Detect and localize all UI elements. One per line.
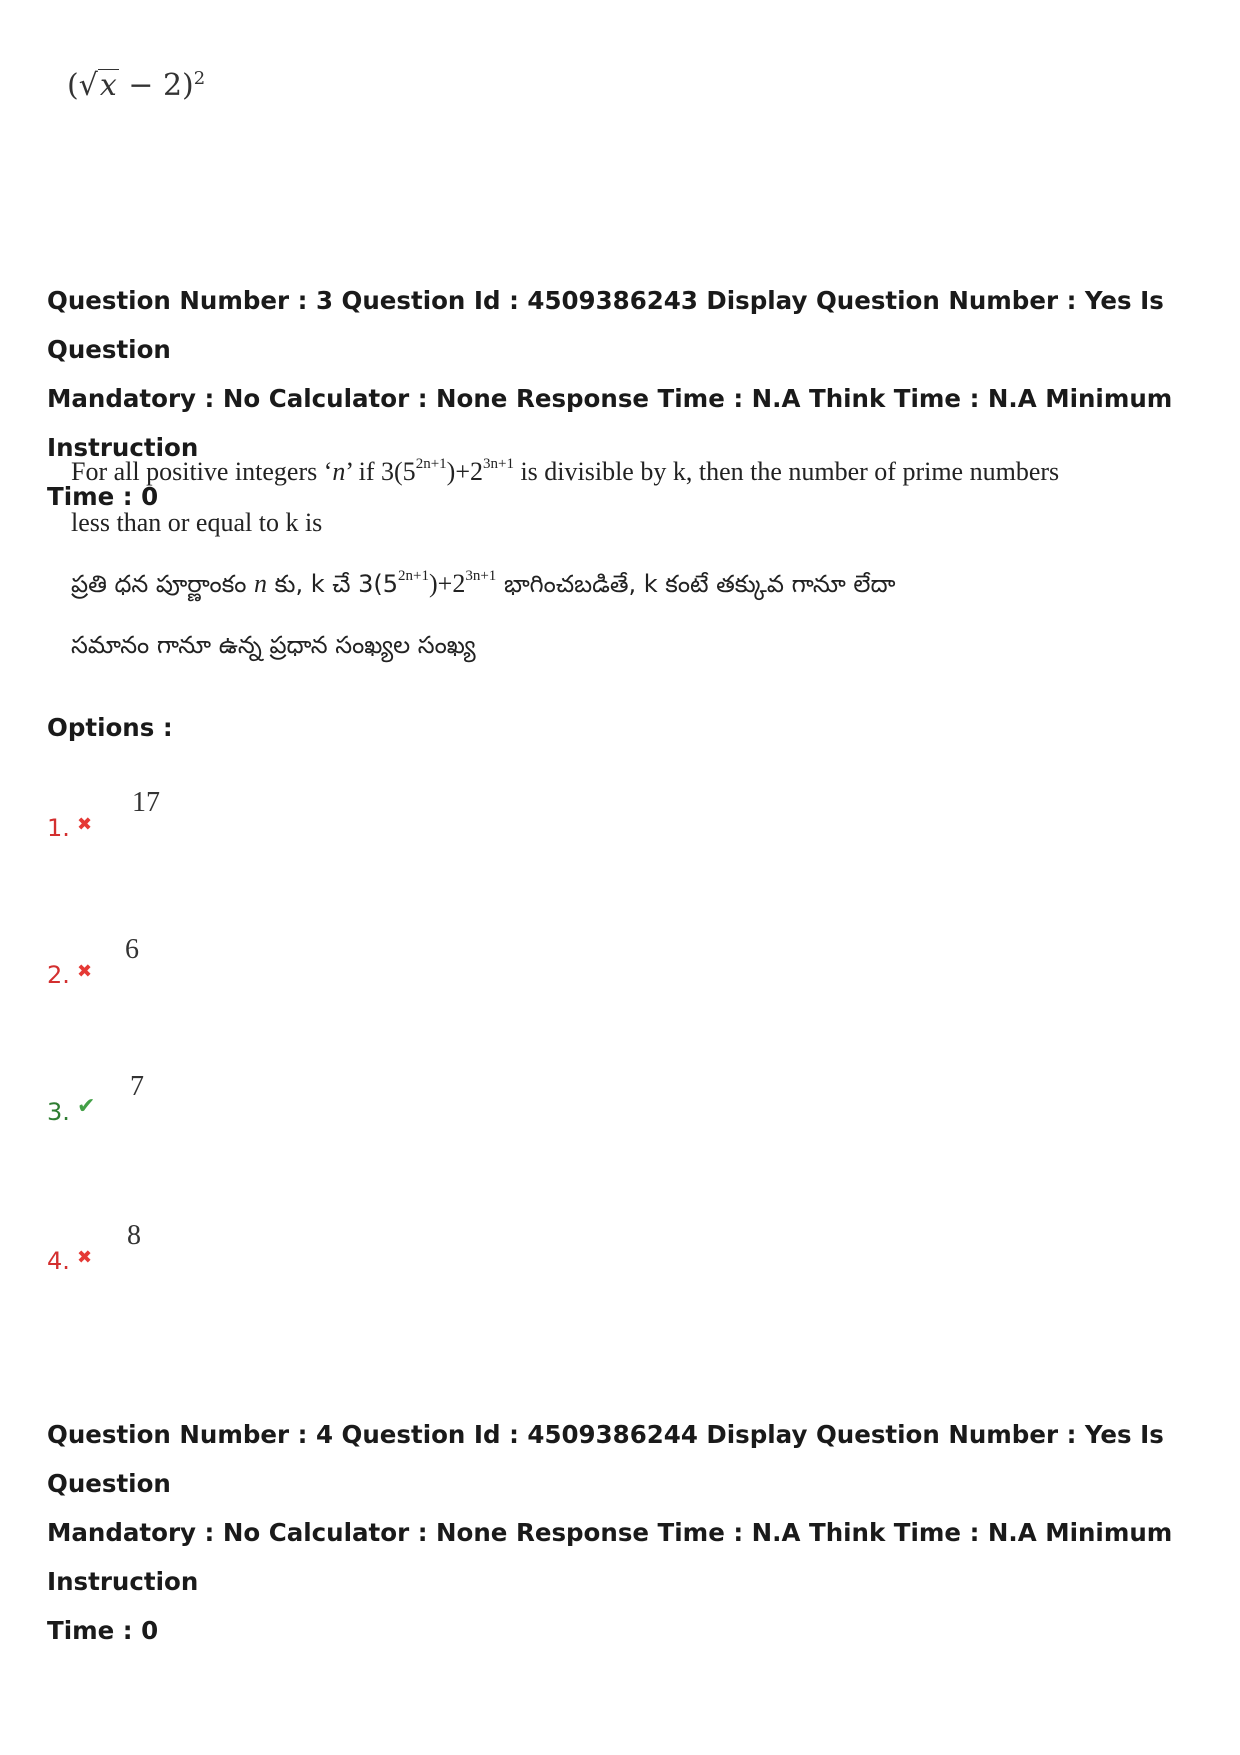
radicand: x bbox=[99, 68, 117, 103]
expression-tail: − 2) bbox=[118, 68, 194, 103]
question-english-line-2: less than or equal to k is bbox=[71, 508, 323, 537]
cross-icon: ✖ bbox=[77, 1247, 93, 1268]
option-value: 6 bbox=[125, 934, 139, 965]
option-number: 4. bbox=[47, 1247, 70, 1275]
option-value: 8 bbox=[127, 1220, 141, 1251]
question-3-meta-line-2: Mandatory : No Calculator : None Response Time : N.A Think Time : N.A Minimum Instruction bbox=[47, 384, 1173, 462]
option-value: 17 bbox=[132, 787, 160, 818]
option-4[interactable] bbox=[47, 1220, 447, 1283]
option-number: 3. bbox=[47, 1098, 70, 1126]
check-icon: ✔ bbox=[77, 1094, 96, 1119]
question-4-metadata bbox=[47, 1410, 1207, 1655]
option-2[interactable] bbox=[47, 934, 447, 997]
option-3[interactable] bbox=[47, 1071, 447, 1134]
question-3-meta-line-3: Time : 0 bbox=[47, 482, 159, 511]
previous-option-expression bbox=[67, 68, 205, 103]
options-label: Options : bbox=[47, 713, 173, 742]
open-paren: ( bbox=[67, 68, 79, 103]
option-value: 7 bbox=[130, 1071, 144, 1102]
question-telugu-line-1: ప్రతి ధన పూర్ణాంకం n కు, k చే $3(5^{2n+1})+2^{3n+1}$ భాగించబడితే, k కంటే తక్కువ గానూ లేదా bbox=[71, 568, 896, 598]
option-1[interactable] bbox=[47, 787, 447, 850]
cross-icon: ✖ bbox=[77, 814, 93, 835]
option-number: 2. bbox=[47, 961, 70, 989]
question-english-line-1: For all positive integers ‘n’ if $3(5^{2n+1})+2^{3n+1}$ is divisible by k, then the number of prime numbers bbox=[71, 456, 1060, 486]
question-4-meta-line-2: Mandatory : No Calculator : None Response Time : N.A Think Time : N.A Minimum Instruction bbox=[47, 1518, 1173, 1596]
question-3-meta-line-1: Question Number : 3 Question Id : 4509386243 Display Question Number : Yes Is Question bbox=[47, 286, 1164, 364]
option-number: 1. bbox=[47, 814, 70, 842]
question-4-meta-line-1: Question Number : 4 Question Id : 4509386244 Display Question Number : Yes Is Question bbox=[47, 1420, 1164, 1498]
cross-icon: ✖ bbox=[77, 961, 93, 982]
question-telugu-line-2: సమానం గానూ ఉన్న ప్రధాన సంఖ్యల సంఖ్య bbox=[71, 631, 476, 659]
square-root: √x bbox=[78, 68, 117, 103]
exponent: 2 bbox=[193, 68, 206, 89]
question-4-meta-line-3: Time : 0 bbox=[47, 1616, 159, 1645]
